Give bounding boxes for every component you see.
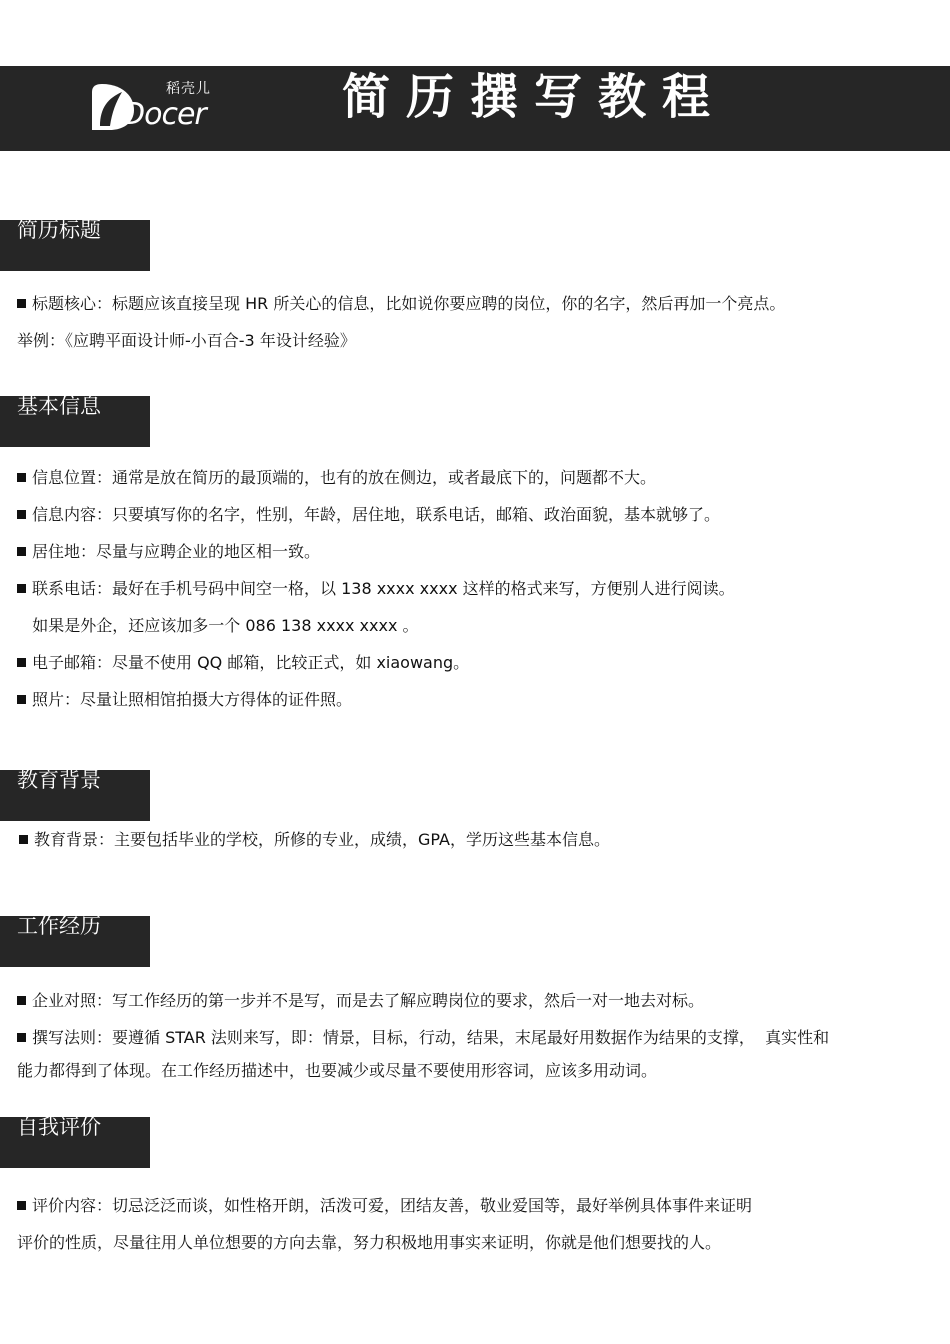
page-title: 简历撰写教程: [342, 69, 727, 125]
content-line: 举例：《应聘平面设计师-小百合-3 年设计经验》: [17, 331, 356, 350]
content-line: 标题核心：标题应该直接呈现 HR 所关心的信息，比如说你要应聘的岗位，你的名字，然后再加一个亮点。: [17, 293, 785, 315]
section-tab-basic-info: [0, 396, 150, 447]
square-bullet-icon: [17, 658, 26, 667]
square-bullet-icon: [17, 299, 26, 308]
square-bullet-icon: [17, 996, 26, 1005]
content-line: 信息位置：通常是放在简历的最顶端的，也有的放在侧边，或者最底下的，问题都不大。: [17, 467, 656, 489]
content-line: 如果是外企，还应该加多一个 086 138 xxxx xxxx 。: [17, 616, 419, 635]
content-line: 居住地：尽量与应聘企业的地区相一致。: [17, 541, 320, 563]
square-bullet-icon: [17, 473, 26, 482]
section-tab-work-experience: [0, 916, 150, 967]
header-banner: [0, 66, 950, 151]
square-bullet-icon: [17, 1201, 26, 1210]
content-line: 撰写法则：要遵循 STAR 法则来写，即：情景，目标，行动，结果，末尾最好用数据作为结果的支撑， 真实性和: [17, 1027, 829, 1049]
section-tab-education: [0, 770, 150, 821]
content-line: 照片：尽量让照相馆拍摄大方得体的证件照。: [17, 689, 352, 711]
content-line: 评价的性质，尽量往用人单位想要的方向去靠，努力积极地用事实来证明，你就是他们想要找的人。: [17, 1233, 722, 1252]
content-line: 信息内容：只要填写你的名字，性别，年龄，居住地，联系电话，邮箱、政治面貌，基本就够了。: [17, 504, 720, 526]
section-title: 简历标题: [17, 218, 101, 242]
content-line: 企业对照：写工作经历的第一步并不是写，而是去了解应聘岗位的要求，然后一对一地去对标。: [17, 990, 704, 1012]
square-bullet-icon: [17, 547, 26, 556]
section-title: 自我评价: [17, 1115, 101, 1139]
content-line: 电子邮箱：尽量不使用 QQ 邮箱，比较正式，如 xiaowang。: [17, 652, 469, 674]
content-line: 联系电话：最好在手机号码中间空一格，以 138 xxxx xxxx 这样的格式来写，方便别人进行阅读。: [17, 578, 735, 600]
section-title: 基本信息: [17, 394, 101, 418]
square-bullet-icon: [17, 510, 26, 519]
logo-chinese-name: 稻壳儿: [166, 81, 211, 97]
section-title: 教育背景: [17, 768, 101, 792]
docer-logo: [88, 80, 228, 136]
content-line: 能力都得到了体现。在工作经历描述中，也要减少或尽量不要使用形容词，应该多用动词。: [17, 1061, 658, 1080]
section-title: 工作经历: [17, 914, 101, 938]
square-bullet-icon: [19, 835, 28, 844]
square-bullet-icon: [17, 1033, 26, 1042]
content-line: 评价内容：切忌泛泛而谈，如性格开朗，活泼可爱，团结友善，敬业爱国等，最好举例具体事件来证明: [17, 1195, 752, 1217]
square-bullet-icon: [17, 695, 26, 704]
section-tab-resume-title: [0, 220, 150, 271]
logo-wordmark: Docer: [122, 97, 206, 132]
content-line: 教育背景：主要包括毕业的学校，所修的专业，成绩，GPA，学历这些基本信息。: [19, 829, 610, 851]
square-bullet-icon: [17, 584, 26, 593]
section-tab-self-evaluation: [0, 1117, 150, 1168]
